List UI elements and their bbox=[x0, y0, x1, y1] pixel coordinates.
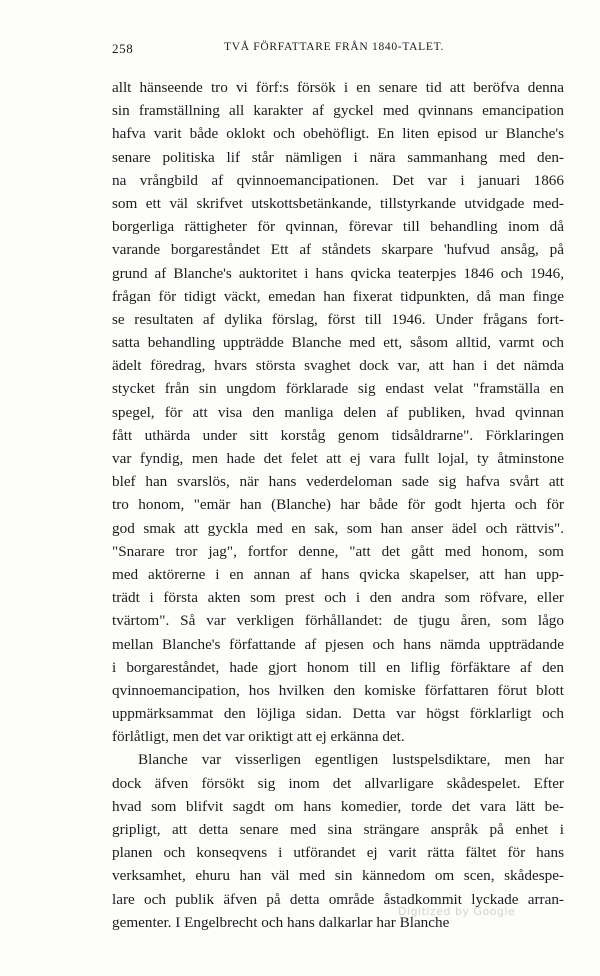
text-line: gementer. I Engelbrecht och hans dalkarlar har Blanche bbox=[112, 913, 450, 931]
text-line: allt hänseende tro vi förf:s försök i en senare tid att beröfva denna bbox=[112, 79, 564, 96]
text-line: satta behandling uppträdde Blanche med ett, såsom alltid, varmt och bbox=[112, 334, 564, 352]
text-line: dock äfven försökt sig inom det allvarligare skådespelet. Efter bbox=[112, 774, 564, 792]
text-line: gripligt, att detta senare med sina strängare anspråk på enhet i bbox=[112, 821, 564, 838]
text-line: frågan för tidigt väckt, emedan han fixerat tidpunkten, då man finge bbox=[112, 287, 564, 305]
text-line: stycket från sin ungdom förklarade sig endast velat "framställa en bbox=[112, 380, 564, 398]
running-title: TVÅ FÖRFATTARE FRÅN 1840-TALET. bbox=[224, 41, 445, 53]
text-line: trädt i första akten som prest och i den andra som röfvare, eller bbox=[112, 589, 564, 607]
paragraph-1 bbox=[112, 76, 564, 748]
text-line: tro honom, "emär han (Blanche) har både för godt hjerta och för bbox=[112, 496, 564, 514]
text-line: som ett väl skrifvet utskottsbetänkande, tillstyrkande utvidgade med- bbox=[112, 194, 564, 212]
text-line: sin framställning all karakter af gyckel med qvinnans emancipation bbox=[112, 102, 564, 120]
text-line: hafva varit både oklokt och obehöfligt. En liten episod ur Blanche's bbox=[112, 125, 564, 143]
text-line: uppmärksammat den löjliga sidan. Detta var högst förklarligt och bbox=[112, 705, 564, 723]
text-line: mellan Blanche's författande af pjesen och hans nämda uppträdande bbox=[112, 635, 564, 653]
text-line: senare politiska lif står nämligen i nära sammanhang med den- bbox=[112, 148, 564, 166]
text-line: lare och publik äfven på detta område åstadkommit lyckade arran- bbox=[112, 890, 564, 908]
text-line: blef han svarslös, när hans vederdeloman sade sig hafva svårt att bbox=[112, 473, 564, 491]
text-line: förlåtligt, men det var oriktigt att ej erkänna det. bbox=[112, 728, 405, 746]
page-number: 258 bbox=[112, 41, 134, 56]
text-line: planen och konseqvens i utförandet ej varit rätta fältet för hans bbox=[112, 844, 564, 862]
text-line: spegel, för att visa den manliga delen af publiken, hvad qvinnan bbox=[112, 403, 564, 421]
text-line: se resultaten af dylika förslag, först till 1946. Under frågans fort- bbox=[112, 310, 564, 328]
text-line: qvinnoemancipation, hos hvilken den komiske författaren förut blott bbox=[112, 681, 564, 699]
text-line: borgerliga rättigheter för qvinnan, förevar till behandling inom då bbox=[112, 218, 564, 236]
text-line: hvad som blifvit sagdt om hans komedier, torde det vara lätt be- bbox=[112, 797, 564, 815]
text-line: grund af Blanche's auktoritet i hans qvicka teaterpjes 1846 och 1946, bbox=[112, 264, 564, 282]
watermark: Digitized by Google bbox=[398, 905, 516, 918]
text-line: var fyndig, men hade det felet att ej vara fullt lojal, ty åtminstone bbox=[112, 450, 564, 467]
text-line: med aktörerne i en annan af hans qvicka skapelser, att han upp- bbox=[112, 565, 564, 583]
text-line: fått uthärda under sitt korståg genom tidsåldrarne". Förklaringen bbox=[112, 426, 564, 444]
text-line: god smak att gyckla med en sak, som han anser ädel och rättvis". bbox=[112, 519, 564, 537]
page-header bbox=[112, 41, 564, 61]
text-line: verksamhet, ehuru han väl med sin kännedom om scen, skådespe- bbox=[112, 867, 564, 885]
text-line: ädelt föredrag, hvars största svaghet dock var, att han i det nämda bbox=[112, 357, 564, 375]
text-line: varande borgareståndet Ett af ståndets skarpare 'hufvud ansåg, på bbox=[112, 241, 564, 259]
text-line: i borgareståndet, hade gjort honom till en liflig förfäktare af den bbox=[112, 658, 564, 676]
text-line: "Snarare tror jag", fortfor denne, "att det gått med honom, som bbox=[112, 542, 564, 560]
text-line: Blanche var visserligen egentligen lustspelsdiktare, men har bbox=[138, 751, 564, 769]
body-text bbox=[112, 76, 564, 934]
text-line: na vrångbild af qvinnoemancipationen. Det var i januari 1866 bbox=[112, 171, 564, 189]
text-line: tvärtom". Så var verkligen förhållandet: de tjugu åren, som lågo bbox=[112, 612, 564, 630]
